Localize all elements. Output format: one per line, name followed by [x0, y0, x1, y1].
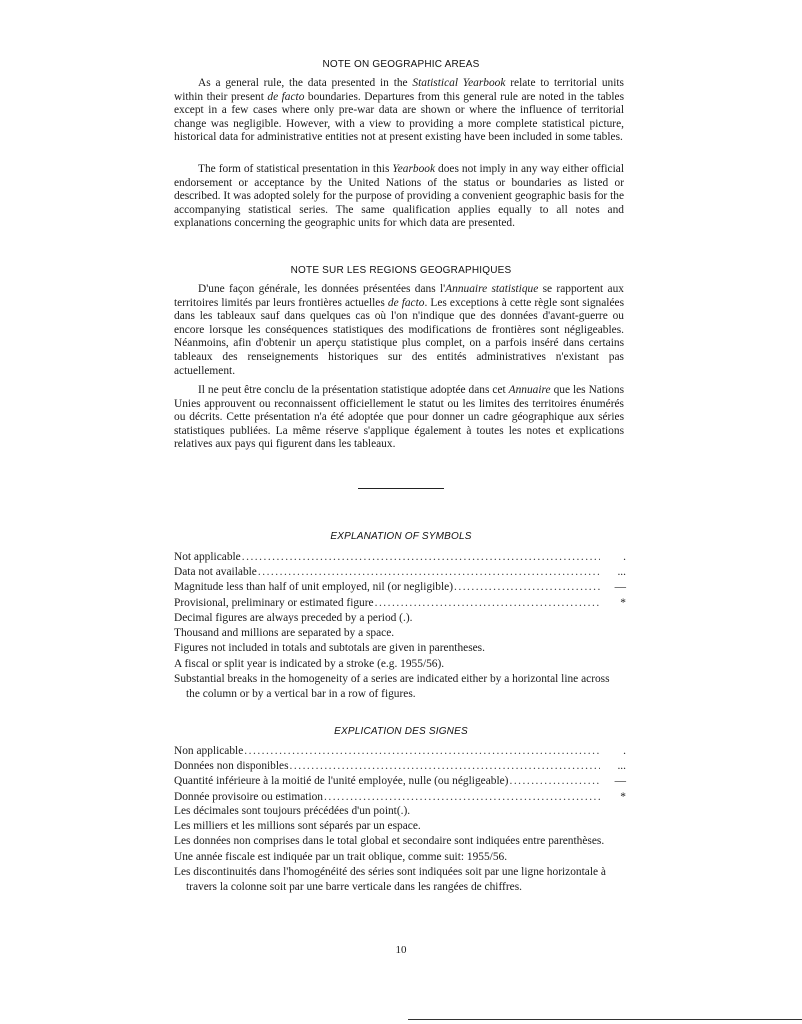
list-item: Substantial breaks in the homogeneity of a series are indicated either by a horizontal line across the column or by a vertical bar in a row of figures. [174, 672, 610, 701]
symbol-value: — [614, 581, 626, 594]
symbol-row [174, 744, 626, 759]
symbol-row [174, 774, 626, 789]
note-en-paragraph-1: As a general rule, the data presented in the Statistical Yearbook relate to territorial units within their present de facto boundaries. Departures from this general rule are noted in the tables except in a few cases where only pre-war data are shown or where the influence of territorial change was negligible. However, with a view to providing a more complete statistical picture, historical data for administrative entities not at present existing have been included in some tables. [174, 77, 625, 144]
list-item: Thousand and millions are separated by a space. [174, 627, 395, 640]
list-item: Decimal figures are always preceded by a period (.). [174, 612, 413, 624]
symbols-en-heading: EXPLANATION OF SYMBOLS [330, 531, 472, 542]
symbol-row [174, 565, 626, 580]
symbol-label: Provisional, preliminary or estimated figure [174, 596, 374, 609]
dot-leader [375, 596, 600, 611]
list-item: Une année fiscale est indiquée par un trait oblique, comme suit: 1955/56. [174, 850, 508, 863]
dot-leader [454, 580, 600, 595]
symbol-row [174, 550, 626, 565]
symbol-value: . [623, 745, 626, 757]
note-en-heading: NOTE ON GEOGRAPHIC AREAS [322, 59, 480, 70]
symbol-label: Data not available [174, 566, 257, 579]
list-item: Les données non comprises dans le total global et secondaire sont indiquées entre parenthèses. [174, 835, 605, 848]
note-fr-paragraph-1: D'une façon générale, les données présentées dans l'Annuaire statistique se rapportent aux territoires limités par leurs frontières actuelles de facto. Les exceptions à cette règle sont signalées dans les tableaux sauf dans quelques cas où l'on n'indique que des données d'avant-guerre ou encore lorsque les conséquences statistiques des modifications de frontières sont négligeables. Néanmoins, afin d'obtenir un aperçu statistique plus complet, on a parfois inséré dans certains tableaux des renseignements historiques sur des entités administratives n'existant pas actuellement. [174, 283, 625, 377]
symbol-label: Donnée provisoire ou estimation [174, 790, 323, 803]
symbol-label: Not applicable [174, 551, 241, 563]
symbol-value: * [620, 596, 626, 609]
page-number: 10 [395, 944, 407, 956]
note-en-paragraph-2: The form of statistical presentation in this Yearbook does not imply in any way either official endorsement or acceptance by the United Nations of the status or boundaries as listed or described. It was adopted solely for the purpose of providing a convenient geographic basis for the accompanying statistical series. The same qualification applies equally to all notes and explanations concerning the geographic units for which data are presented. [174, 163, 624, 230]
symbol-label: Non applicable [174, 745, 244, 757]
dot-leader [509, 774, 600, 789]
symbols-en-notes [174, 611, 614, 702]
symbol-label: Quantité inférieure à la moitié de l'unité employée, nulle (ou négligeable) [174, 775, 509, 788]
symbols-fr-list [174, 744, 626, 805]
symbol-label: Données non disponibles [174, 760, 289, 773]
list-item: Les discontinuités dans l'homogénéité des séries sont indiquées soit par une ligne horizontale à travers la colonne soit par une barre verticale dans les rangées de chiffres. [174, 865, 606, 894]
dot-leader [258, 565, 600, 580]
symbols-fr-heading: EXPLICATION DES SIGNES [334, 726, 468, 737]
symbol-value: . [623, 551, 626, 563]
symbol-value: ... [617, 760, 626, 773]
dot-leader [242, 550, 600, 565]
symbols-en-list [174, 550, 626, 611]
symbol-row [174, 790, 626, 805]
symbol-value: * [620, 790, 626, 803]
section-divider [358, 488, 444, 489]
list-item: Figures not included in totals and subtotals are given in parentheses. [174, 642, 485, 655]
dot-leader [290, 759, 600, 774]
dot-leader [244, 744, 600, 759]
list-item: A fiscal or split year is indicated by a stroke (e.g. 1955/56). [174, 657, 445, 670]
note-fr-heading: NOTE SUR LES REGIONS GEOGRAPHIQUES [290, 265, 512, 276]
symbol-row [174, 596, 626, 611]
footer-rule [408, 1019, 802, 1020]
symbol-row [174, 759, 626, 774]
symbol-row [174, 580, 626, 595]
dot-leader [324, 790, 600, 805]
symbol-value: ... [617, 566, 626, 579]
list-item: Les décimales sont toujours précédées d'un point(.). [174, 805, 411, 817]
symbols-fr-notes [174, 804, 614, 895]
list-item: Les milliers et les millions sont séparés par un espace. [174, 820, 421, 833]
symbol-value: — [614, 775, 626, 788]
note-fr-paragraph-2: Il ne peut être conclu de la présentation statistique adoptée dans cet Annuaire que les Nations Unies approuvent ou reconnaissent officiellement le statut ou les limites des territoires énumérés ou décrits. Cette présentation n'a été adoptée que pour donner un cadre géographique aux séries statistiques publiées. La même réserve s'applique également à toutes les notes et explications relatives aux pays qui figurent dans les tableaux. [174, 384, 625, 451]
symbol-label: Magnitude less than half of unit employed, nil (or negligible) [174, 581, 454, 594]
